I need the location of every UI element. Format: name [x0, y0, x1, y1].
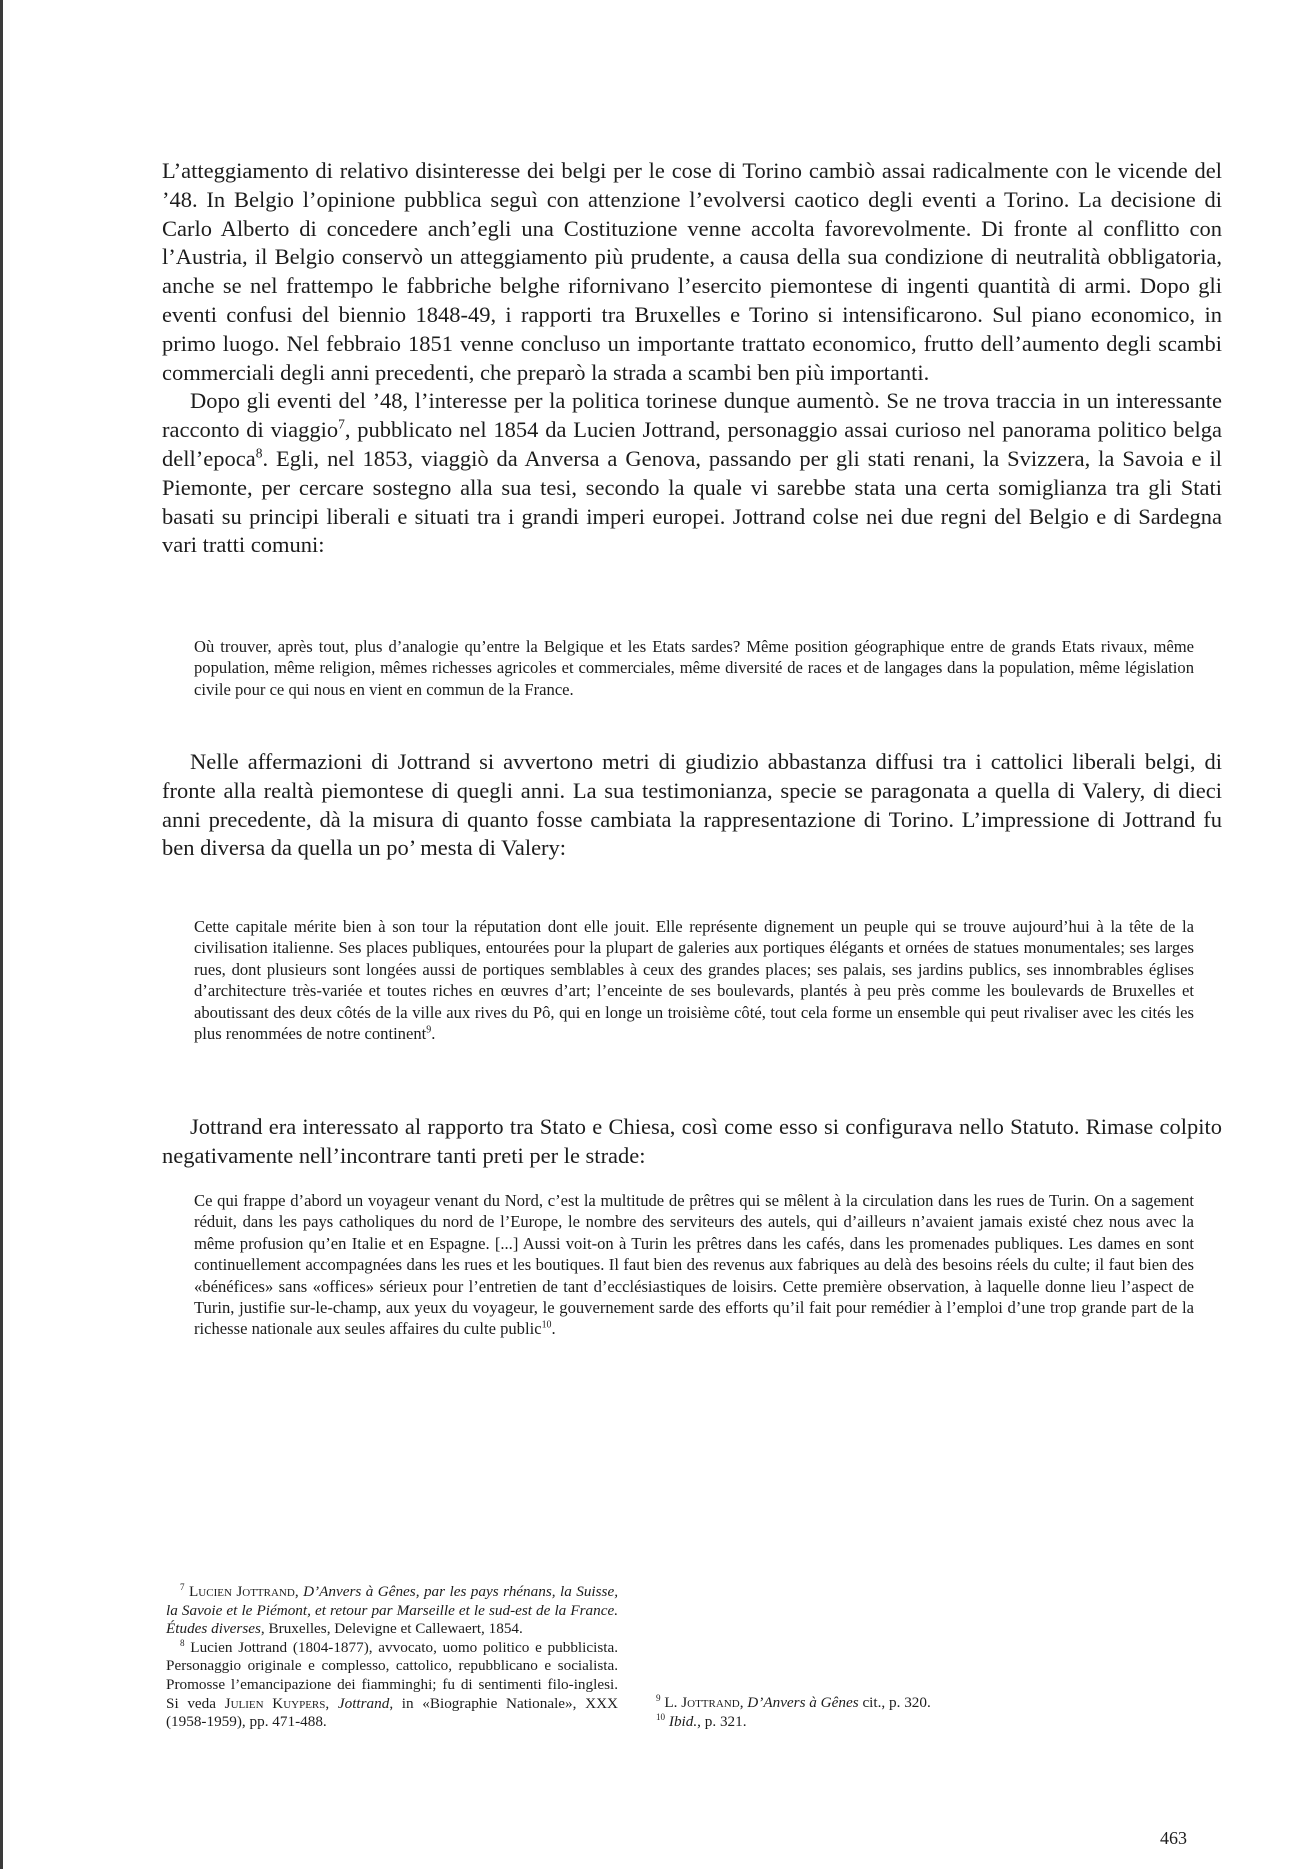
quote-2-end: .	[431, 1024, 436, 1044]
footnote-9-number: 9	[656, 1692, 661, 1703]
quote-2-text	[194, 916, 1194, 1044]
footnote-ref-9: 9	[426, 1024, 432, 1036]
footnote-9-author: L. Jottrand	[664, 1694, 740, 1711]
block-quote-3	[194, 1190, 1194, 1340]
footnote-ref-7: 7	[338, 416, 345, 432]
footnote-7-title: D’Anvers à Gênes, par les pays rhénans, la Suisse, la Savoie et le Piémont, et retour par Marseille et le sud-est de la France. Études diverses	[166, 1583, 619, 1638]
paragraph-4-text: Jottrand era interessato al rapporto tra Stato e Chiesa, così come esso si configurava nello Statuto. Rimase colpito negativamente nell’incontrare tanti preti per le strade:	[162, 1114, 1222, 1168]
footnote-8-author: Julien Kuypers	[224, 1694, 326, 1712]
footnote-7-number: 7	[180, 1581, 185, 1592]
footnote-9-rest: cit., p. 320.	[858, 1694, 931, 1711]
body-paragraph-1	[162, 157, 1222, 560]
body-paragraph-3	[162, 748, 1222, 863]
quote-2-body: Cette capitale mérite bien à son tour la réputation dont elle jouit. Elle représente dignement un peuple qui se trouve aujourd’hui à la tête de la civilisation italienne. Ses places publiques, entourées pour la plupart de galeries aux portiques élégants et ornées de statues monumentales; ses larges rues, dont plusieurs sont longées aussi de portiques semblables à ceux des grandes places; ses palais, ses jardins publics, ses innombrables églises d’architecture très-variée et toutes riches en œuvres d’art; l’enceinte de ses boulevards, plantés à peu près comme les boulevards de Bruxelles et aboutissant des deux côtés de la ville aux rives du Pô, qui en longe un troisième côté, tout cela forme un ensemble qui peut rivaliser avec les cités les plus renommées de notre continent	[194, 917, 1194, 1044]
quote-3-text	[194, 1190, 1194, 1340]
footnote-7	[166, 1583, 618, 1639]
paragraph-2-part-3: . Egli, nel 1853, viaggiò da Anversa a Genova, passando per gli stati renani, la Svizzera, la Savoia e il Piemonte, per cercare sostegno alla sua tesi, secondo la quale vi sarebbe stata una certa somiglianza tra gli Stati basati su principi liberali e situati tra i grandi imperi europei. Jottrand colse nei due regni del Belgio e di Sardegna vari tratti comuni:	[162, 445, 1222, 558]
page-edge	[0, 0, 3, 1869]
footnote-10	[642, 1713, 1142, 1732]
footnote-8-text: Lucien Jottrand (1804-1877), avvocato, uomo politico e pubblicista. Personaggio originale e complesso, cattolico, repubblicano e socialista. Promosse l’emancipazione dei fiamminghi; fu di sentimenti filo-inglesi. Si veda	[166, 1638, 619, 1712]
paragraph-2-text	[162, 387, 1222, 560]
footnote-7-sep: ,	[294, 1583, 304, 1600]
footnote-7-rest: , Bruxelles, Delevigne et Callewaert, 1854.	[260, 1620, 523, 1638]
footnote-10-rest: , p. 321.	[697, 1712, 747, 1730]
footnote-8-rest: , in «Biographie Nationale», XXX (1958-1959), pp. 471-488.	[166, 1694, 619, 1731]
footnote-9-sep: ,	[739, 1694, 748, 1711]
body-paragraph-4	[162, 1113, 1222, 1171]
footnote-8	[166, 1639, 618, 1732]
page-number: 463	[1160, 1828, 1187, 1848]
footnotes-left-column	[166, 1583, 618, 1732]
paragraph-1-text: L’atteggiamento di relativo disinteresse dei belgi per le cose di Torino cambiò assai radicalmente con le vicende del ’48. In Belgio l’opinione pubblica seguì con attenzione l’evolversi caotico degli eventi a Torino. La decisione di Carlo Alberto di concedere anch’egli una Costituzione venne accolta favorevolmente. Di fronte al conflitto con l’Austria, il Belgio conservò un atteggiamento più prudente, a causa della sua condizione di neutralità obbligatoria, anche se nel frattempo le fabbriche belghe rifornivano l’esercito piemontese di ingenti quantità di armi. Dopo gli eventi confusi del biennio 1848-49, i rapporti tra Bruxelles e Torino si intensificarono. Sul piano economico, in primo luogo. Nel febbraio 1851 venne concluso un importante trattato economico, frutto dell’aumento degli scambi commerciali degli anni precedenti, che preparò la strada a scambi ben più importanti.	[162, 158, 1222, 385]
quote-3-body: Ce qui frappe d’abord un voyageur venant du Nord, c’est la multitude de prêtres qui se mêlent à la circulation dans les rues de Turin. On a sagement réduit, dans les pays catholiques du nord de l’Europe, le nombre des serviteurs des autels, qui d’ailleurs n’avaient jamais existé chez nous avec la même profusion qu’en Italie et en Espagne. [...] Aussi voit-on à Turin les prêtres dans les cafés, dans les promenades publiques. Les dames en sont continuellement accompagnées dans les rues et les boutiques. Il faut bien des revenus aux fabriques au delà des besoins réels du culte; il faut bien des «bénéfices» sans «offices» sérieux pour l’entretien de tant d’ecclésiastiques de loisirs. Cette première observation, à laquelle donne lieu l’aspect de Turin, justifie sur-le-champ, aux yeux du voyageur, le gouvernement sarde des efforts qu’il fait pour remédier à l’emploi d’une trop grande part de la richesse nationale aux seules affaires du culte public	[194, 1191, 1194, 1339]
footnote-9	[642, 1694, 1142, 1713]
footnote-10-title: Ibid.	[668, 1712, 698, 1730]
footnotes-right-column	[642, 1694, 1142, 1731]
footnote-7-author: Lucien Jottrand	[189, 1583, 295, 1600]
quote-1-text: Où trouver, après tout, plus d’analogie qu’entre la Belgique et les Etats sardes? Même position géographique entre de grands Etats rivaux, même population, même religion, mêmes richesses agricoles et commerciales, même diversité de races et de langages dans la population, même législation civile pour ce qui nous en vient en commun de la France.	[194, 637, 1194, 699]
paragraph-2-part-1: Dopo gli eventi del ’48, l’interesse per la politica torinese dunque aumentò. Se ne trova traccia in un interessante racconto di viaggio	[162, 388, 1222, 443]
block-quote-1	[194, 636, 1194, 700]
paragraph-2-part-2: , pubblicato nel 1854 da Lucien Jottrand, personaggio assai curioso nel panorama politico belga dell’epoca	[162, 417, 1222, 471]
footnote-8-number: 8	[180, 1637, 185, 1648]
footnote-8-title: Jottrand	[337, 1694, 390, 1712]
footnote-10-number: 10	[656, 1711, 666, 1722]
footnote-ref-8: 8	[255, 445, 263, 461]
paragraph-3-text: Nelle affermazioni di Jottrand si avvertono metri di giudizio abbastanza diffusi tra i cattolici liberali belgi, di fronte alla realtà piemontese di quegli anni. La sua testimonianza, specie se paragonata a quella di Valery, di dieci anni precedente, dà la misura di quanto fosse cambiata la rappresentazione di Torino. L’impressione di Jottrand fu ben diversa da quella un po’ mesta di Valery:	[162, 749, 1222, 861]
block-quote-2	[194, 916, 1194, 1044]
footnote-8-sep: ,	[325, 1694, 338, 1712]
footnote-ref-10: 10	[541, 1319, 552, 1331]
footnote-9-title: D’Anvers à Gênes	[747, 1694, 859, 1711]
quote-3-end: .	[551, 1319, 556, 1339]
